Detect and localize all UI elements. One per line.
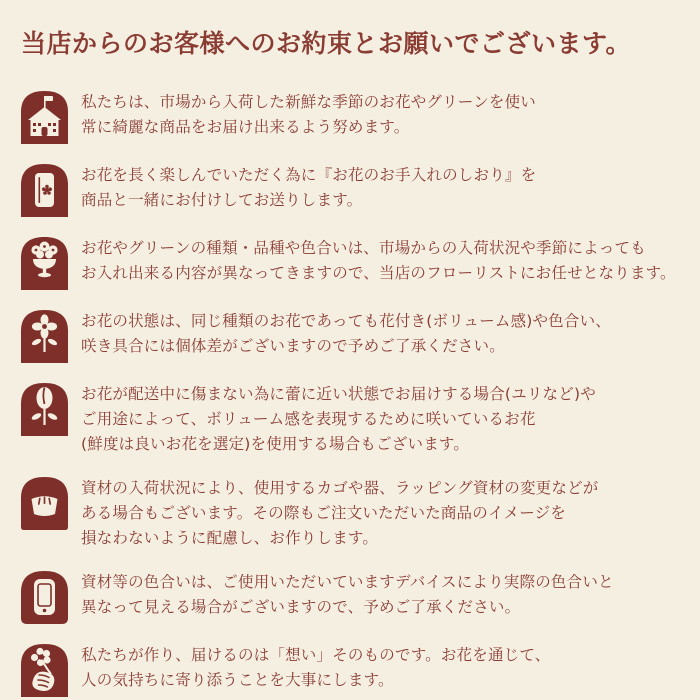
tulip-bud-icon [21,383,68,436]
promise-item-materials-change [21,476,692,551]
item-text-line: 私たちが作り、届けるのは「想い」そのものです。お花を通じて、 [81,646,551,664]
item-text [81,90,536,140]
item-text-line: 損なわないように配慮し、お作りします。 [81,529,379,547]
item-text [81,236,676,286]
promise-item-care-leaflet [21,163,692,217]
promise-item-bud-delivery [21,382,692,457]
promise-item-our-feelings [21,643,692,697]
item-text-line: (鮮度は良いお花を選定)を使用する場合もございます。 [81,435,470,453]
item-text-line: お入れ出来る内容が異なってきますので、当店のフローリストにお任せとなります。 [81,264,676,282]
item-text-line: 資材の入荷状況により、使用するカゴや器、ラッピング資材の変更などが [81,479,599,497]
hand-flower-icon [21,644,68,697]
item-text-line: お花を長く楽しんでいただく為に『お花のお手入れのしおり』を [81,166,537,184]
item-text [81,476,598,551]
item-text-line: 常に綺麗な商品をお届け出来るよう努めます。 [81,118,410,136]
item-text-line: 異なって見える場合がございますので、予めご了承ください。 [81,598,521,616]
page-title: 当店からのお客様へのお約束とお願いでございます。 [21,29,632,58]
shop-house-icon [21,91,68,144]
item-text-line: 商品と一緒にお付けしてお送りします。 [81,191,363,209]
item-text [81,570,614,620]
promise-item-florist-choice [21,236,692,290]
item-text-line: 私たちは、市場から入荷した新鮮な季節のお花やグリーンを使い [81,93,536,111]
promise-item-device-color [21,570,692,624]
item-text-line: お花やグリーンの種類・品種や色合いは、市場からの入荷状況や季節によっても [81,239,646,257]
item-text-line: 人の気持ちに寄り添うことを大事にします。 [81,671,394,689]
item-text-line: お花が配送中に傷まない為に蕾に近い状態でお届けする場合(ユリなど)や [81,385,596,403]
bouquet-icon [21,237,68,290]
item-text-line: 咲き具合には個体差がございますので予めご了承ください。 [81,337,505,355]
flower-icon [21,310,68,363]
item-text [81,163,536,213]
care-leaflet-icon [21,164,68,217]
smartphone-icon [21,571,68,624]
item-text-line: お花の状態は、同じ種類のお花であっても花付き(ボリューム感)や色合い、 [81,312,611,330]
item-text [81,643,550,693]
promise-item-fresh-flowers [21,90,692,144]
item-text-line: ある場合もございます。その際もご注文いただいた商品のイメージを [81,504,566,522]
basket-icon [21,477,68,530]
item-text-line: 資材等の色合いは、ご使用いただいていますデバイスにより実際の色合いと [81,573,614,591]
item-text [81,382,596,457]
item-text [81,309,611,359]
item-text-line: ご用途によって、ボリューム感を表現するために咲いているお花 [81,410,536,428]
promise-item-flower-condition [21,309,692,363]
